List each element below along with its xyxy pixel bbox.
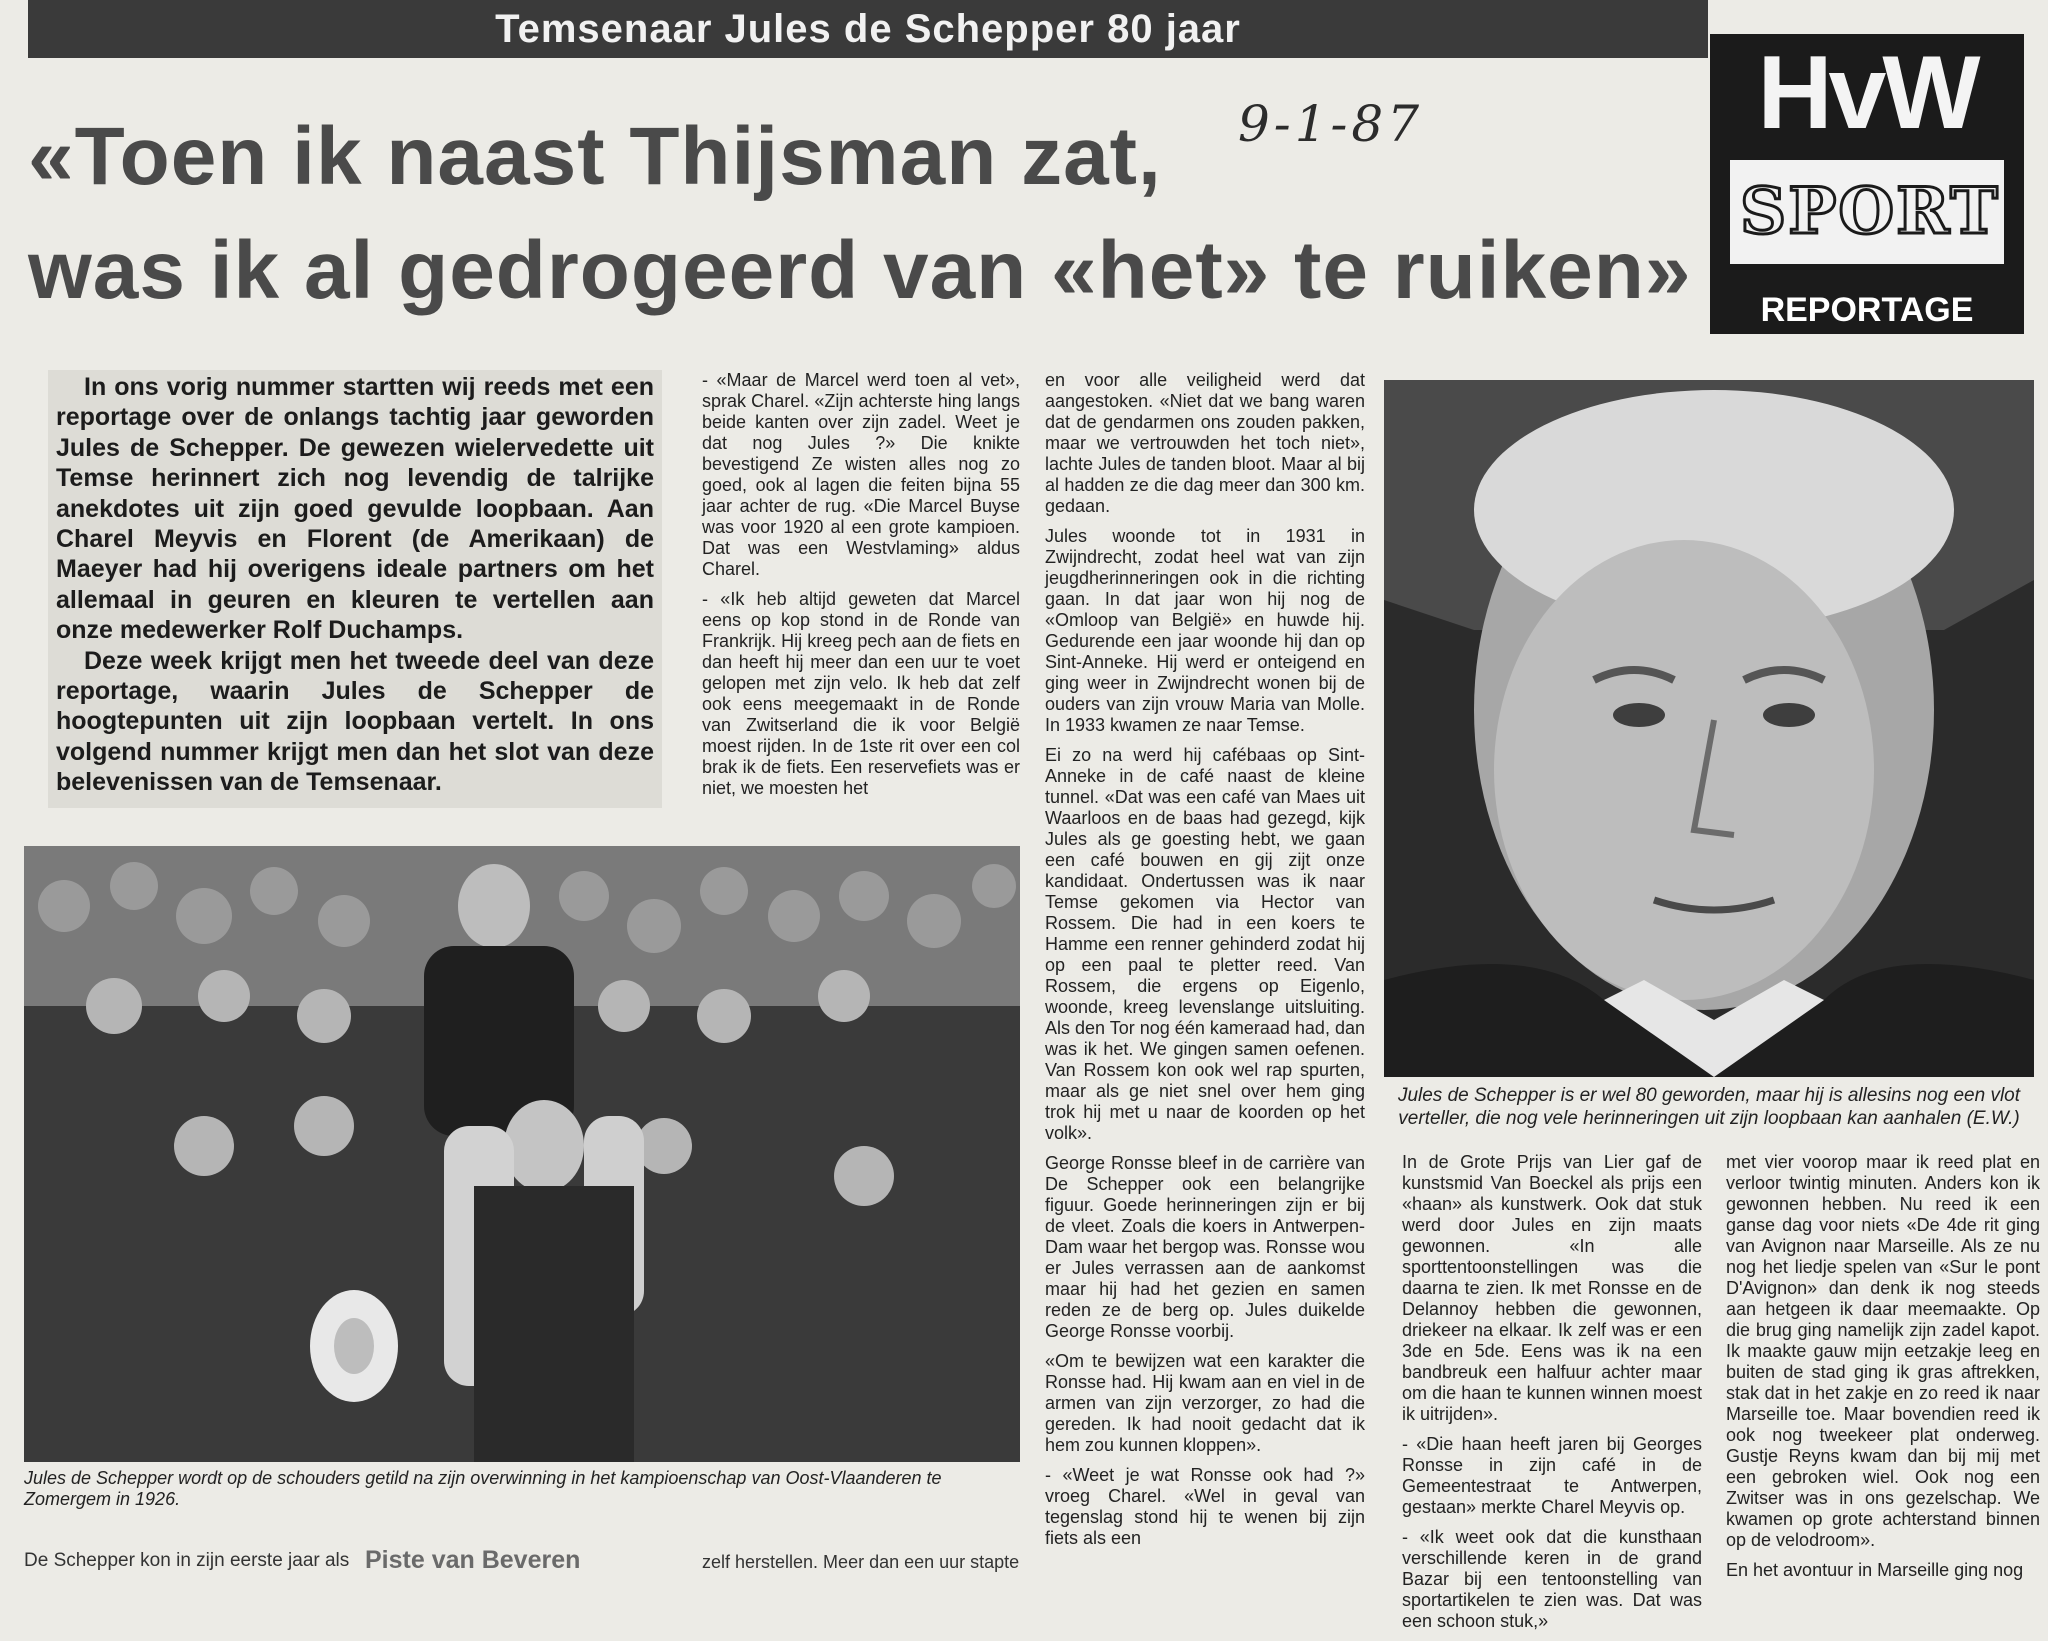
portrait-caption: Jules de Schepper is er wel 80 geworden, maar hij is allesins nog een vlot verteller, die nog vele herinneringen uit zijn loopbaan kan aanhalen (E.W.) (1397, 1085, 2021, 1129)
headline (28, 100, 1692, 328)
crowd-caption: Jules de Schepper wordt op de schouders getild na zijn overwinning in het kampioenschap van Oost-Vlaanderen te Zomergem in 1926. (24, 1468, 942, 1509)
intro-box (48, 370, 662, 808)
intro-paragraph-1: In ons vorig nummer startten wij reeds met een reportage over de onlangs tachtig jaar geworden Jules de Schepper. De gewezen wielervedette uit Temse herinnert zich nog levendig de talrijke anekdotes uit zijn goed gevulde loopbaan. Aan Charel Meyvis en Florent (de Amerikaan) de Maeyer had hij overigens ideale partners om het allemaal in geuren en kleuren te vertellen aan onze medewerker Rolf Duchamps. (56, 373, 654, 645)
intro-paragraph-2: Deze week krijgt men het tweede deel van deze reportage, waarin Jules de Schepper de hoogtepunten uit zijn loopbaan vertelt. In ons volgend nummer krijgt men dan het slot van deze belevenissen van de Temsenaar. (56, 646, 654, 797)
column-3-paragraph: In de Grote Prijs van Lier gaf de kunstsmid Van Boeckel als prijs een «haan» als kunstwerk. Ook dat stuk werd door Jules en zijn maats gewonnen. «In alle sporttentoonstellingen was die daarna te zien. Ik met Ronsse en de Delannoy hebben die gewonnen, driekeer na elkaar. Ik zelf was er een 3de en 5de. Eens was ik na een bandbreuk een halfuur achter maar om die haan te kunnen winnen moest ik uitrijden». (1402, 1152, 1702, 1424)
column-2-paragraph: Jules woonde tot in 1931 in Zwijndrecht, zodat heel wat van zijn jeugdherinneringen ook in die richting gaan. In dat jaar won hij nog de «Omloop van België» en huwde hij. Gedurende een jaar woonde hij dan op Sint-Anneke. Hij werd er onteigend en ging weer in Zwijndrecht wonen bij de ouders van zijn vrouw Maria van Molle. In 1933 kwamen ze naar Temse. (1045, 526, 1365, 735)
hvw-sport-logo (1710, 34, 2024, 334)
article-column-1 (702, 370, 1020, 808)
headline-line-2: was ik al gedrogeerd van «het» te ruiken» (28, 225, 1692, 316)
bottom-snippet-middle: zelf herstellen. Meer dan een uur stapte (702, 1552, 1020, 1572)
column-1-paragraph: - «Ik heb altijd geweten dat Marcel eens op kop stond in de Ronde van Frankrijk. Hij kreeg pech aan de fiets en dan heeft hij meer dan een uur te voet gelopen met zijn velo. Ik heb dat zelf ook eens meegemaakt in de Ronde van Zwitserland die ik voor België moest rijden. In de 1ste rit over een col brak ik de fiets. Een reservefiets was er niet, we moesten het (702, 589, 1020, 798)
column-3-paragraph: - «Ik weet ook dat die kunsthaan verschillende keren in de grand Bazar bij een tentoonstelling van sportartikelen te zien was. Dat was een schoon stuk,» (1402, 1527, 1702, 1631)
column-2-paragraph: George Ronsse bleef in de carrière van De Schepper ook een belangrijke figuur. Goede herinneringen zijn er bij de vleet. Zoals die koers in Antwerpen-Dam waar het bergop was. Ronsse wou er Jules verrassen aan de aankomst maar hij had het gezien en samen reden ze de berg op. Jules duikelde George Ronsse voorbij. (1045, 1153, 1365, 1341)
crowd-illustration (24, 846, 1020, 1462)
column-1-paragraph: - «Maar de Marcel werd toen al vet», sprak Charel. «Zijn achterste hing langs beide kanten over zijn zadel. Weet je dat nog Jules ?» Die knikte bevestigend Ze wisten alles nog zo goed, ook al lagen die feiten bijna 55 jaar achter de rug. «Die Marcel Buyse was voor 1920 al een grote kampioen. Dat was een Westvlaming» aldus Charel. (702, 370, 1020, 579)
column-2-paragraph: Ei zo na werd hij cafébaas op Sint-Anneke in de café naast de kleine tunnel. «Dat was een café van Maes uit Waarloos en de baas had gezegd, kijk Jules als ge goesting hebt, we gaan een café bouwen en gij zijt onze kandidaat. Ondertussen was ik naar Temse gekomen via Hector van Rossem. Die had in een koers te Hamme een renner gehinderd zodat hij op een paal te pletter reed. Van Rossem, die ergens op Eigenlo, woonde, kreeg levenslange uitsluiting. Als den Tor nog één kameraad had, dan was ik het. We gingen samen oefenen. Van Rossem kon ook wel rap spurten, maar als ge niet snel over hem ging trok hij met u naar de koorden op het volk». (1045, 745, 1365, 1143)
crowd-photo (24, 846, 1020, 1462)
article-column-3 (1402, 1152, 1702, 1641)
column-4-paragraph: En het avontuur in Marseille ging nog (1726, 1560, 2024, 1580)
bottom-snippet-left: De Schepper kon in zijn eerste jaar als (24, 1550, 350, 1571)
logo-sport-box (1726, 156, 2008, 268)
portrait-photo (1384, 380, 2034, 1077)
column-4-paragraph: met vier voorop maar ik reed plat en verloor twintig minuten. Anders kon ik gewonnen hebben. Nu reed ik een ganse dag voor niets «De 4de rit ging van Avignon naar Marseille. Als ze nu nog het liedje spelen van «Sur le pont D'Avignon» dan denk ik nog steeds aan hetgeen ik daar meemaakte. Op die brug ging namelijk zijn zadel kapot. Ik maakte gauw mijn eetzakje leeg en buiten de stad ging ik gras aftrekken, stak dat in het zakje en zo reed ik naar Marseille toe. Maar bovendien reed ik ook nog tweekeer plat onderweg. Gustje Reyns kwam dan bij mij met een gebroken wiel. Ook nog een Zwitser was in ons gezelschap. We kwamen op grote achterstand binnen op de velodroom». (1726, 1152, 2040, 1550)
headline-line-1: «Toen ik naast Thijsman zat, (28, 111, 1162, 202)
article-column-4 (1726, 1152, 2040, 1590)
column-2-paragraph: «Om te bewijzen wat een karakter die Ronsse had. Hij kwam aan en viel in de armen van zijn verzorger, zo had die gereden. Ik had nooit gedacht dat ik hem zou kunnen kloppen». (1045, 1351, 1365, 1455)
kicker-banner: Temsenaar Jules de Schepper 80 jaar (28, 0, 1708, 58)
logo-sport: SPORT (1740, 174, 2000, 249)
subheading-piste: Piste van Beveren (365, 1546, 581, 1574)
logo-hvw: HvW (1757, 35, 1977, 151)
portrait-illustration (1384, 380, 2034, 1077)
handwritten-date: 9-1-87 (1238, 95, 1424, 153)
article-column-2 (1045, 370, 1365, 1558)
logo-reportage: REPORTAGE (1760, 291, 1974, 329)
column-3-paragraph: - «Die haan heeft jaren bij Georges Ronsse in zijn café in de Gemeentestraat te Antwerpen, gestaan» merkte Charel Meyvis op. (1402, 1434, 1702, 1517)
column-2-paragraph: - «Weet je wat Ronsse ook had ?» vroeg Charel. «Wel in geval van tegenslag stond hij te wenen bij zijn fiets als een (1045, 1465, 1365, 1548)
column-2-paragraph: en voor alle veiligheid werd dat aangestoken. «Niet dat we bang waren dat de gendarmen ons zouden pakken, maar we vertrouwden het toch niet», lachte Jules de tanden bloot. Maar al bij al hadden ze die dag meer dan 300 km. gedaan. (1045, 370, 1365, 516)
